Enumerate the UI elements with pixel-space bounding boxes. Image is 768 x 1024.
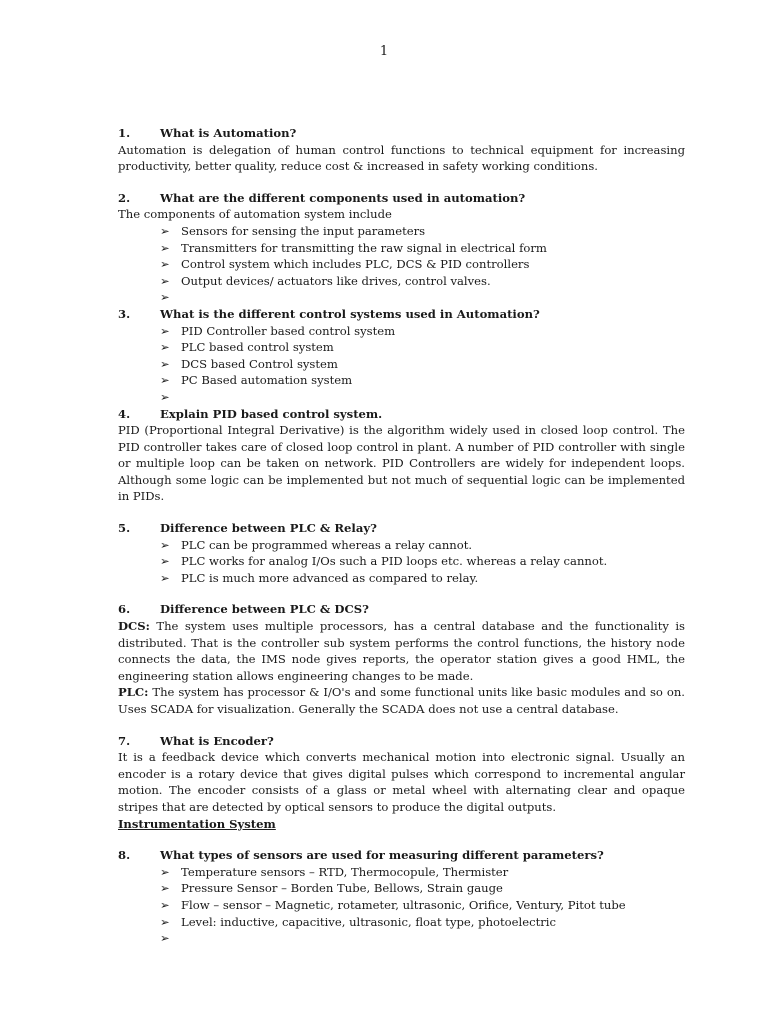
list-item: ➢ DCS based Control system (160, 356, 338, 371)
list-item: ➢ Output devices/ actuators like drives, control valves. (160, 273, 491, 288)
plc-paragraph (118, 684, 685, 717)
arrow-bullet-icon: ➢ (160, 356, 170, 371)
list-item: ➢ PLC can be programmed whereas a relay cannot. (160, 537, 473, 552)
section-title: What are the different components used in automation? (160, 190, 526, 205)
arrow-bullet-icon: ➢ (160, 570, 170, 585)
section-3-bullets (118, 323, 685, 406)
section-title: What is Encoder? (160, 733, 274, 748)
arrow-bullet-icon: ➢ (160, 273, 170, 288)
list-item: ➢ PLC based control system (160, 340, 334, 355)
dcs-paragraph (118, 618, 685, 684)
section-1-body: Automation is delegation of human control functions to technical equipment for increasing productivity, better quality, reduce cost & increased in safety working conditions. (118, 142, 685, 174)
arrow-bullet-icon: ➢ (160, 240, 170, 255)
list-item: ➢ PLC works for analog I/Os such a PID loops etc. whereas a relay cannot. (160, 554, 608, 569)
section-number: 1. (118, 126, 131, 140)
plc-label: PLC: (118, 685, 149, 700)
arrow-bullet-icon: ➢ (160, 537, 170, 552)
section-2-heading (118, 190, 685, 207)
document-body (118, 125, 685, 947)
arrow-bullet-icon: ➢ (160, 290, 170, 305)
section-2-bullets (118, 223, 685, 306)
section-4-heading (118, 406, 685, 423)
arrow-bullet-icon: ➢ (160, 864, 170, 879)
arrow-bullet-icon: ➢ (160, 373, 170, 388)
list-item: ➢ Level: inductive, capacitive, ultrasonic, float type, photoelectric (160, 914, 556, 929)
section-3-heading (118, 306, 685, 323)
list-item: ➢ Transmitters for transmitting the raw signal in electrical form (160, 240, 547, 255)
plc-text: The system has processor & I/O's and some functional units like basic modules and so on. Uses SCADA for visualization. Generally the SCADA does not use a central database. (118, 685, 685, 716)
arrow-bullet-icon: ➢ (160, 340, 170, 355)
arrow-bullet-icon: ➢ (160, 257, 170, 272)
arrow-bullet-icon: ➢ (160, 914, 170, 929)
section-5-heading (118, 520, 685, 537)
arrow-bullet-icon: ➢ (160, 931, 170, 946)
arrow-bullet-icon: ➢ (160, 389, 170, 404)
dcs-text: The system uses multiple processors, has a central database and the functionality is distributed. That is the controller sub system performs the control functions, the history node connects the data, the IMS node gives reports, the operator station gives a good HML, the engineering station allows engineering changes to be made. (118, 619, 685, 683)
list-item (118, 289, 685, 306)
list-item (118, 930, 685, 947)
section-6-heading (118, 601, 685, 618)
section-number: 4. (118, 406, 131, 421)
section-4-body: PID (Proportional Integral Derivative) is the algorithm widely used in closed loop control. The PID controller takes care of closed loop control in plant. A number of PID controller with single or multiple loop can be taken on network. PID Controllers are widely for independent loops. Although some logic can be implemented but not much of sequential logic can be implemented in PIDs. (118, 423, 685, 504)
list-item: ➢ PC Based automation system (160, 373, 353, 388)
list-item: ➢ PID Controller based control system (160, 323, 396, 338)
arrow-bullet-icon: ➢ (160, 223, 170, 238)
page-number: 1 (379, 44, 389, 59)
section-number: 8. (118, 848, 131, 863)
list-item: ➢ Sensors for sensing the input parameters (160, 223, 426, 238)
list-item: ➢ Flow – sensor – Magnetic, rotameter, ultrasonic, Orifice, Ventury, Pitot tube (160, 897, 626, 912)
section-number: 7. (118, 733, 131, 748)
arrow-bullet-icon: ➢ (160, 881, 170, 896)
list-item: ➢ Control system which includes PLC, DCS & PID controllers (160, 257, 530, 272)
section-title: What is Automation? (160, 126, 297, 140)
section-title: Difference between PLC & Relay? (160, 521, 377, 536)
section-title: What types of sensors are used for measuring different parameters? (160, 848, 604, 863)
section-number: 3. (118, 306, 131, 321)
list-item: ➢ Temperature sensors – RTD, Thermocopule, Thermister (160, 864, 509, 879)
subsection-title: Instrumentation System (118, 816, 276, 831)
section-7-body: It is a feedback device which converts mechanical motion into electronic signal. Usually an encoder is a rotary device that gives digital pulses which correspond to incremental angular motion. The encoder consists of a glass or metal wheel with alternating clear and opaque stripes that are detected by optical sensors to produce the digital outputs. (118, 750, 685, 814)
list-item (118, 389, 685, 406)
section-number: 2. (118, 190, 131, 205)
list-item: ➢ PLC is much more advanced as compared to relay. (160, 570, 479, 585)
section-title: What is the different control systems used in Automation? (160, 306, 540, 321)
section-number: 6. (118, 602, 131, 617)
section-title: Difference between PLC & DCS? (160, 602, 369, 617)
section-1-heading (118, 125, 685, 142)
list-item: ➢ Pressure Sensor – Borden Tube, Bellows, Strain gauge (160, 881, 503, 896)
dcs-label: DCS: (118, 619, 150, 634)
section-5-bullets (118, 537, 685, 587)
section-2-body: The components of automation system include (118, 207, 392, 222)
arrow-bullet-icon: ➢ (160, 554, 170, 569)
section-title: Explain PID based control system. (160, 406, 383, 421)
section-7-heading (118, 733, 685, 750)
section-8-bullets (118, 864, 685, 947)
section-number: 5. (118, 521, 131, 536)
arrow-bullet-icon: ➢ (160, 323, 170, 338)
arrow-bullet-icon: ➢ (160, 897, 170, 912)
section-8-heading (118, 847, 685, 864)
